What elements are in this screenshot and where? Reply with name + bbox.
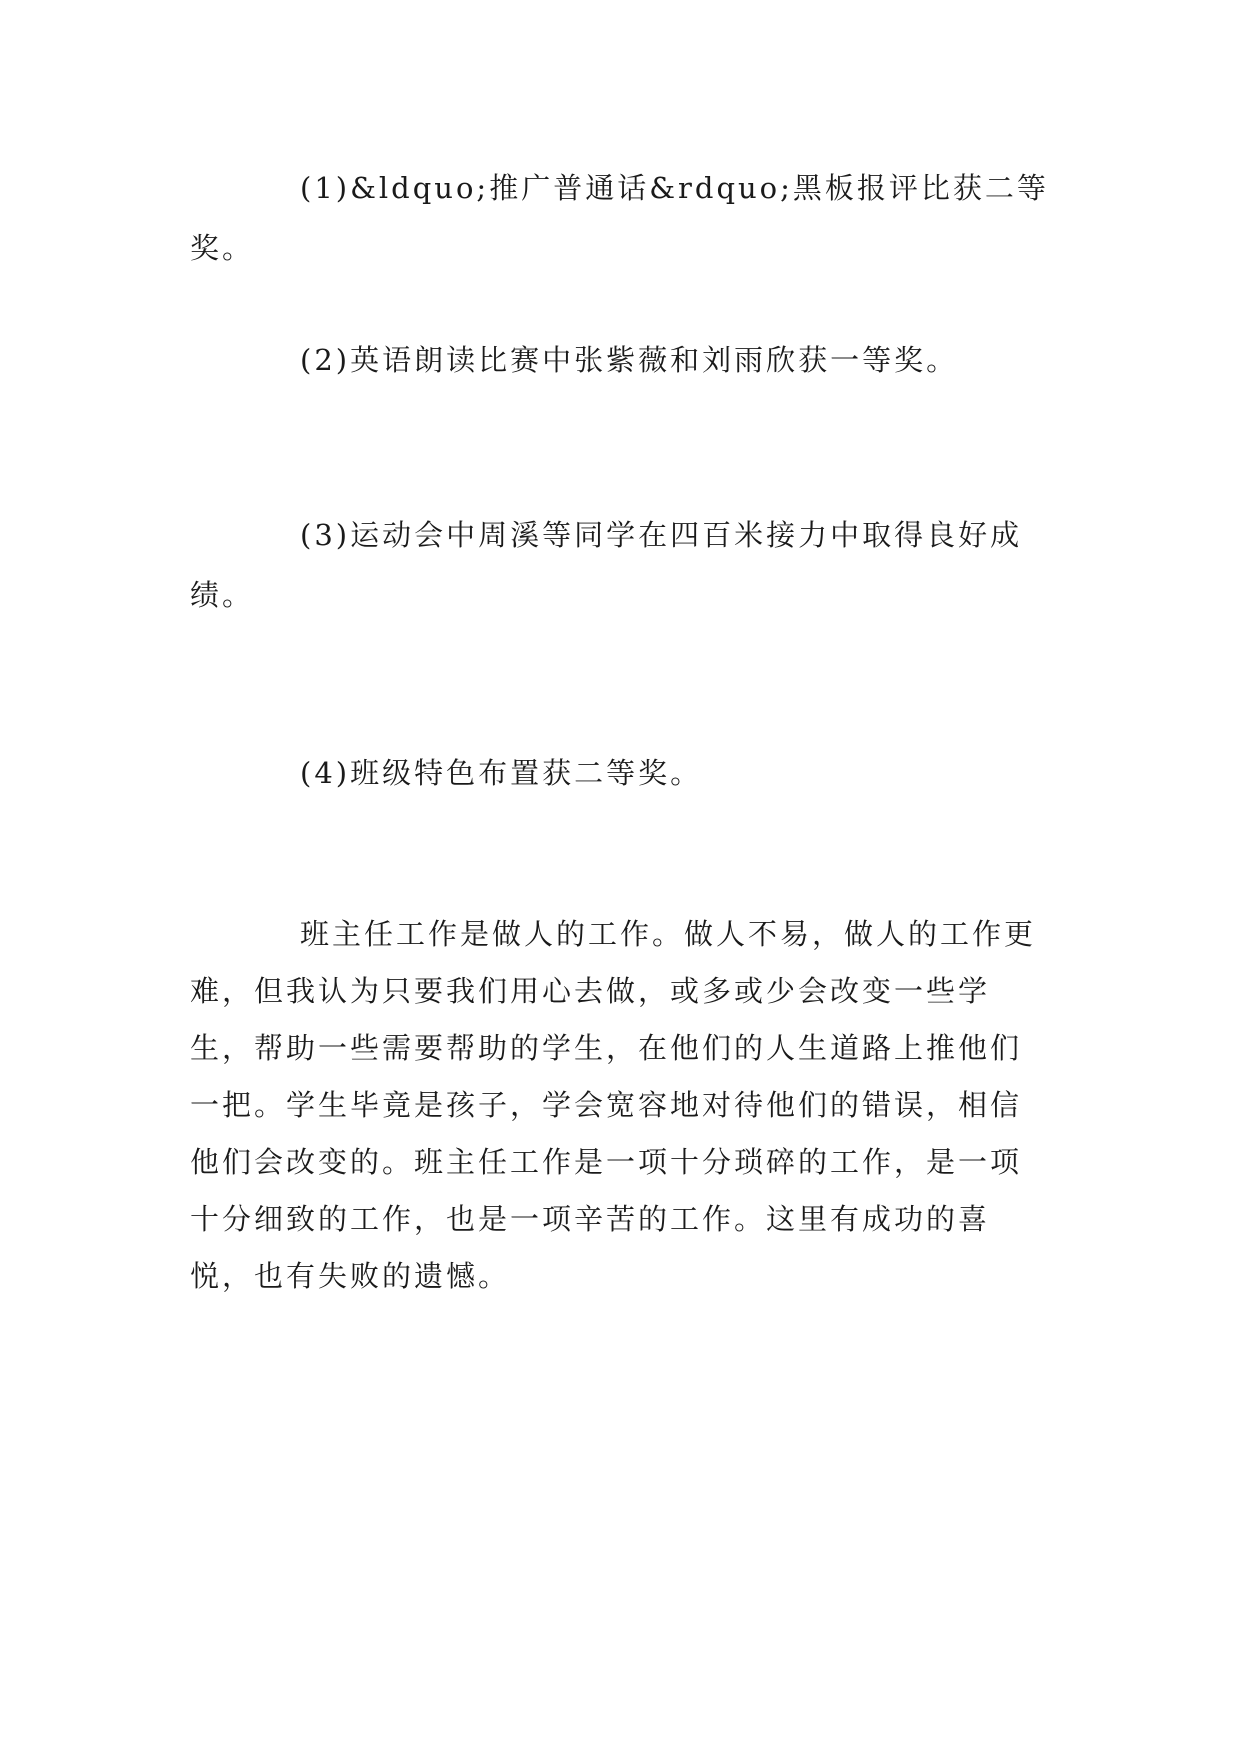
summary-paragraph: 班主任工作是做人的工作。做人不易，做人的工作更难，但我认为只要我们用心去做，或多或少会改变一些学生，帮助一些需要帮助的学生，在他们的人生道路上推他们一把。学生毕竟是孩子，学会宽容地对待他们的错误，相信他们会改变的。班主任工作是一项十分琐碎的工作，是一项十分细致的工作，也是一项辛苦的工作。这里有成功的喜悦，也有失败的遗憾。	[190, 917, 1037, 1293]
award-item-3: (3)运动会中周溪等同学在四百米接力中取得良好成绩。	[190, 518, 1023, 612]
award-item-4: (4)班级特色布置获二等奖。	[300, 756, 703, 790]
award-item-1: (1)&ldquo;推广普通话&rdquo;黑板报评比获二等奖。	[190, 171, 1049, 265]
award-item-2: (2)英语朗读比赛中张紫薇和刘雨欣获一等奖。	[300, 343, 959, 377]
